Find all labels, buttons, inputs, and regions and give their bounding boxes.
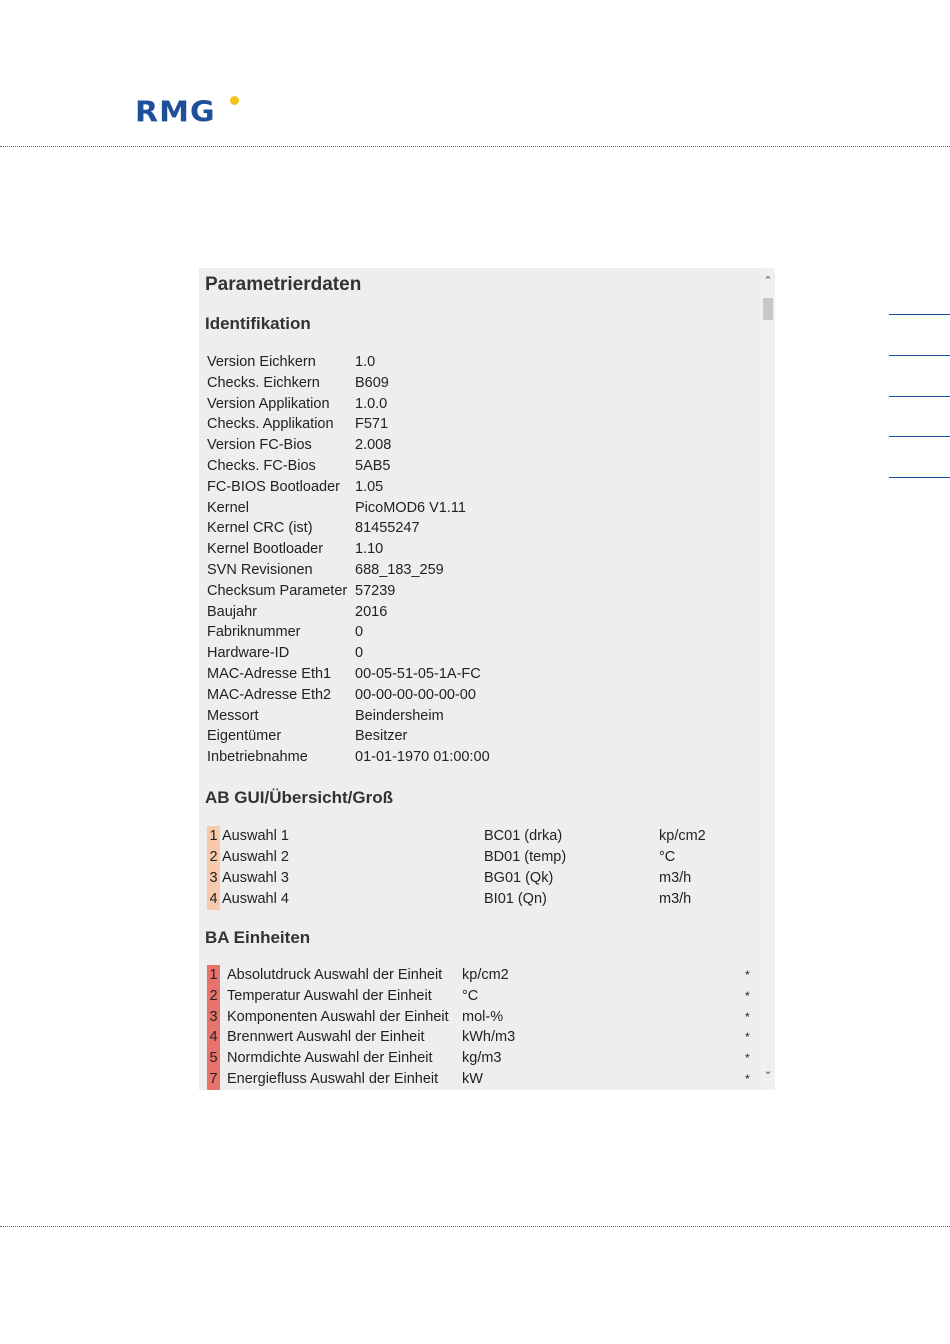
param-key: Version Eichkern (207, 354, 316, 370)
param-key: Eigentümer (207, 728, 282, 745)
table-row (207, 414, 490, 435)
required-marker: * (745, 988, 750, 1003)
table-row (207, 826, 706, 847)
unit-value: °C (462, 987, 479, 1004)
required-marker: * (745, 1009, 750, 1024)
selection-code: BC01 (drka) (484, 828, 563, 844)
row-index: 7 (207, 1069, 220, 1090)
unit-value: kWh/m3 (462, 1029, 516, 1046)
param-key: Baujahr (207, 603, 257, 620)
unit-label: Energiefluss Auswahl der Einheit (227, 1070, 439, 1087)
param-value: B609 (355, 374, 389, 391)
selection-label: Auswahl 4 (222, 891, 289, 907)
param-key: Kernel (207, 499, 249, 516)
row-index: 4 (207, 889, 220, 910)
param-value: 00-05-51-05-1A-FC (355, 665, 481, 682)
row-index: 5 (207, 1048, 220, 1069)
selection-label: Auswahl 1 (222, 828, 289, 844)
unit-value: mol-% (462, 1008, 504, 1025)
unit-label: Komponenten Auswahl der Einheit (227, 1008, 449, 1025)
table-row (207, 1027, 750, 1048)
unit-label: Normdichte Auswahl der Einheit (227, 1050, 433, 1067)
row-index: 3 (207, 1007, 220, 1028)
param-key: Hardware-ID (207, 645, 290, 662)
table-row (207, 643, 490, 664)
vertical-scrollbar[interactable] (761, 268, 775, 1090)
table-row (207, 352, 490, 373)
param-key: Kernel Bootloader (207, 541, 324, 558)
scroll-down-icon[interactable]: ⌄ (763, 1065, 773, 1077)
units-table (207, 965, 750, 1090)
row-index: 4 (207, 1027, 220, 1048)
unit-label: Temperatur Auswahl der Einheit (227, 987, 432, 1004)
selection-code: BD01 (temp) (484, 849, 567, 865)
table-row (207, 664, 490, 685)
row-index: 2 (207, 847, 220, 868)
unit-label: Brennwert Auswahl der Einheit (227, 1029, 425, 1046)
param-value: 0 (355, 624, 364, 641)
selection-label: Auswahl 3 (222, 870, 289, 886)
table-row (207, 726, 490, 747)
section-heading-identifikation: Identifikation (205, 314, 311, 333)
table-row (207, 889, 692, 910)
side-line (889, 477, 950, 478)
param-value: 00-00-00-00-00-00 (355, 686, 476, 703)
table-row (207, 847, 676, 868)
side-line (889, 355, 950, 356)
scroll-up-icon[interactable]: ⌃ (763, 275, 773, 287)
parameter-panel (199, 268, 775, 1090)
table-row (207, 685, 490, 706)
section-heading-einheiten: BA Einheiten (205, 928, 311, 947)
header-divider (0, 146, 950, 147)
selection-unit: kp/cm2 (659, 828, 706, 844)
selection-code: BI01 (Qn) (484, 891, 547, 907)
side-line (889, 436, 950, 437)
table-row (207, 539, 490, 560)
param-key: Checks. FC-Bios (207, 457, 316, 474)
table-row (207, 965, 750, 986)
unit-value: kg/m3 (462, 1050, 502, 1067)
gui-selection-table (207, 826, 706, 910)
scrollbar-thumb[interactable] (763, 298, 773, 320)
side-line (889, 396, 950, 397)
table-row (207, 868, 692, 889)
logo-text: RMG (135, 95, 216, 130)
required-marker: * (745, 968, 750, 982)
param-key: SVN Revisionen (207, 561, 313, 578)
param-value: 1.0.0 (355, 395, 388, 412)
table-row (207, 394, 490, 415)
row-index: 2 (207, 986, 220, 1007)
selection-unit: m3/h (659, 870, 692, 886)
table-row (207, 373, 490, 394)
table-row (207, 435, 490, 456)
selection-unit: °C (659, 849, 676, 865)
table-row (207, 560, 490, 581)
footer-divider (0, 1226, 950, 1227)
param-key: FC-BIOS Bootloader (207, 478, 340, 495)
param-value: 1.05 (355, 478, 384, 495)
param-key: Checksum Parameter (207, 582, 348, 599)
param-key: Inbetriebnahme (207, 749, 308, 766)
param-value: 688_183_259 (355, 561, 444, 578)
required-marker: * (745, 1071, 750, 1086)
identification-table (207, 352, 490, 768)
param-value: F571 (355, 416, 389, 433)
required-marker: * (745, 1030, 750, 1045)
param-key: Version FC-Bios (207, 437, 312, 454)
param-value: 2.008 (355, 437, 392, 454)
table-row (207, 622, 490, 643)
row-index: 3 (207, 868, 220, 889)
selection-unit: m3/h (659, 891, 692, 907)
rmg-logo (135, 96, 216, 130)
table-row (207, 1007, 750, 1028)
param-value: 01-01-1970 01:00:00 (355, 749, 490, 766)
side-line (889, 314, 950, 315)
selection-label: Auswahl 2 (222, 849, 289, 865)
param-value: 1.0 (355, 354, 376, 370)
param-key: MAC-Adresse Eth2 (207, 686, 332, 703)
table-row (207, 986, 750, 1007)
table-row (207, 1069, 750, 1090)
param-key: Fabriknummer (207, 624, 301, 641)
table-row (207, 518, 490, 539)
param-key: MAC-Adresse Eth1 (207, 665, 332, 682)
param-value: 81455247 (355, 520, 420, 537)
table-row (207, 602, 490, 623)
unit-label: Absolutdruck Auswahl der Einheit (227, 967, 443, 983)
param-key: Messort (207, 707, 259, 724)
param-key: Checks. Applikation (207, 416, 334, 433)
table-row (207, 456, 490, 477)
table-row (207, 477, 490, 498)
param-key: Kernel CRC (ist) (207, 520, 313, 537)
table-row (207, 581, 490, 602)
param-value: PicoMOD6 V1.11 (355, 499, 466, 516)
table-row (207, 1048, 750, 1069)
table-row (207, 498, 490, 519)
row-index: 1 (207, 965, 220, 986)
param-value: Beindersheim (355, 707, 444, 724)
selection-code: BG01 (Qk) (484, 870, 554, 886)
unit-value: kp/cm2 (462, 967, 509, 983)
param-key: Checks. Eichkern (207, 374, 320, 391)
param-key: Version Applikation (207, 395, 330, 412)
param-value: 1.10 (355, 541, 384, 558)
param-value: 5AB5 (355, 457, 391, 474)
logo-dot (230, 96, 239, 105)
param-value: 57239 (355, 582, 396, 599)
section-heading-gui: AB GUI/Übersicht/Groß (205, 788, 393, 807)
param-value: 0 (355, 645, 364, 662)
table-row (207, 747, 490, 768)
param-value: Besitzer (355, 728, 408, 745)
row-index: 1 (207, 826, 220, 847)
table-row (207, 706, 490, 727)
param-value: 2016 (355, 603, 388, 620)
unit-value: kW (462, 1070, 483, 1087)
required-marker: * (745, 1051, 750, 1066)
panel-title: Parametrierdaten (205, 274, 362, 295)
